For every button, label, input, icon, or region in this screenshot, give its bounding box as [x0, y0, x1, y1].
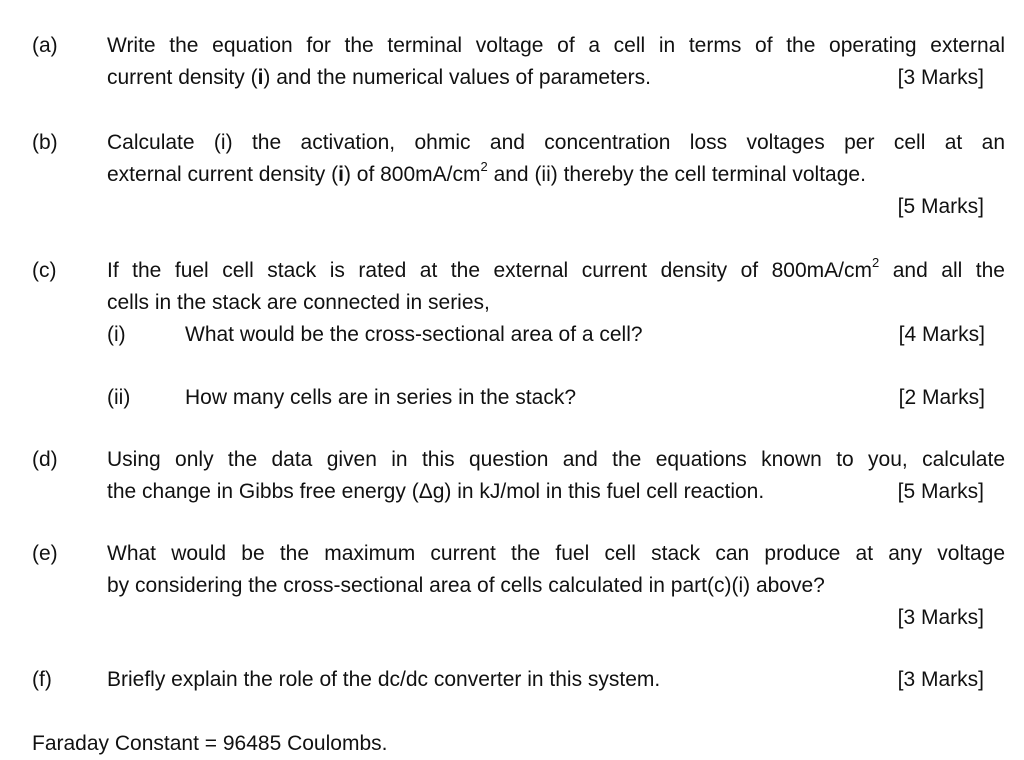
part-ii-text: How many cells are in series in the stack? [185, 386, 576, 409]
current-density-symbol: i [338, 163, 344, 186]
question-b-line-1: Calculate (i) the activation, ohmic and concentration loss voltages per cell at an [107, 131, 1005, 154]
question-d-marks: [5 Marks] [897, 480, 984, 503]
question-d-line-1: Using only the data given in this question and the equations known to you, calculate [107, 448, 1005, 471]
question-c-label: (c) [32, 259, 57, 282]
question-b-body [107, 127, 1005, 191]
question-e-label: (e) [32, 542, 58, 565]
faraday-constant-note: Faraday Constant = 96485 Coulombs. [32, 732, 388, 755]
question-b-marks: [5 Marks] [897, 195, 984, 218]
question-f-text: Briefly explain the role of the dc/dc converter in this system. [107, 668, 661, 691]
question-a-body [107, 30, 1005, 94]
question-e-line-1: What would be the maximum current the fuel cell stack can produce at any voltage [107, 542, 1005, 565]
question-d-label: (d) [32, 448, 58, 471]
question-f-label: (f) [32, 668, 52, 691]
question-b-text-mid: ) of 800mA/cm [343, 163, 481, 186]
question-a-text-post: ) and the numerical values of parameters. [263, 66, 651, 89]
question-c-line-1 [107, 255, 1005, 287]
superscript-2: 2 [872, 255, 880, 270]
question-c-body [107, 255, 1005, 319]
question-a-text-pre: current density ( [107, 66, 258, 89]
question-b-text-post: and (ii) thereby the cell terminal voltage. [487, 163, 866, 186]
question-b-line-2 [107, 159, 1005, 191]
part-ii-marks: [2 Marks] [898, 386, 985, 409]
current-density-symbol: i [257, 66, 264, 89]
question-d-line-2: the change in Gibbs free energy (Δg) in kJ/mol in this fuel cell reaction. [107, 480, 765, 503]
question-a-line-2 [107, 62, 1005, 94]
question-a-label: (a) [32, 34, 58, 57]
part-ii-label: (ii) [107, 386, 131, 409]
superscript-2: 2 [480, 159, 488, 174]
question-c-text-pre: If the fuel cell stack is rated at the external current density of 800mA/cm [107, 259, 872, 282]
part-i-label: (i) [107, 323, 126, 346]
question-b-text-pre: external current density ( [107, 163, 339, 186]
part-i-marks: [4 Marks] [898, 323, 985, 346]
question-f-body [107, 664, 1005, 696]
question-b-label: (b) [32, 131, 58, 154]
question-a-marks: [3 Marks] [897, 66, 984, 89]
question-e-line-2: by considering the cross-sectional area of cells calculated in part(c)(i) above? [107, 574, 825, 597]
question-f-marks: [3 Marks] [897, 668, 984, 691]
question-a-line-1: Write the equation for the terminal voltage of a cell in terms of the operating external [107, 34, 1005, 57]
question-e-marks: [3 Marks] [897, 606, 984, 629]
question-d-body [107, 444, 1005, 508]
question-e-body [107, 538, 1005, 602]
question-c-line-2: cells in the stack are connected in series, [107, 291, 490, 314]
part-i-text: What would be the cross-sectional area of a cell? [185, 323, 643, 346]
question-c-text-post: and all the [879, 259, 1005, 282]
